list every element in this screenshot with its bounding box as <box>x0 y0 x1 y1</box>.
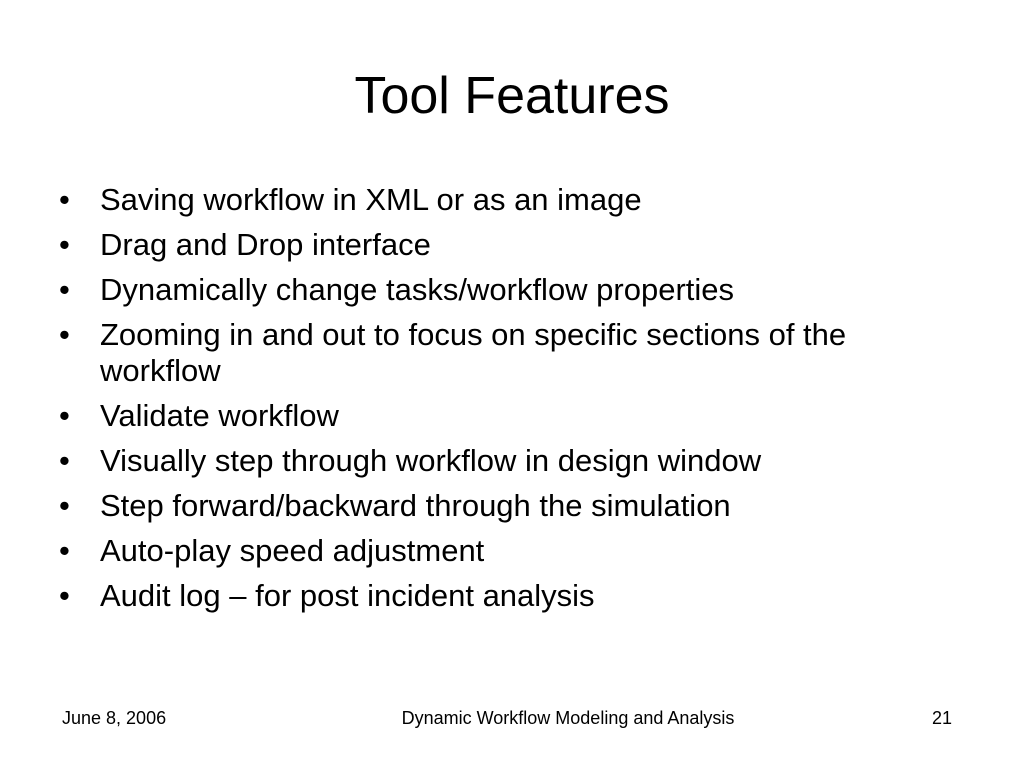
bullet-marker-icon: • <box>59 272 70 307</box>
bullet-text: Visually step through workflow in design window <box>100 443 762 478</box>
bullet-item <box>56 443 956 479</box>
bullet-text: Auto-play speed adjustment <box>100 533 485 568</box>
bullet-marker-icon: • <box>59 317 70 352</box>
footer-date: June 8, 2006 <box>62 708 167 728</box>
bullet-item <box>56 578 956 614</box>
bullet-item <box>56 317 956 389</box>
bullet-text: Audit log – for post incident analysis <box>100 578 595 613</box>
bullet-marker-icon: • <box>59 182 70 217</box>
bullet-text: Validate workflow <box>100 398 339 433</box>
bullet-text: Step forward/backward through the simulation <box>100 488 731 523</box>
bullet-item <box>56 533 956 569</box>
bullet-marker-icon: • <box>59 398 70 433</box>
bullet-text: Saving workflow in XML or as an image <box>100 182 642 217</box>
bullet-item <box>56 227 956 263</box>
bullet-text: Drag and Drop interface <box>100 227 431 262</box>
page-number: 21 <box>931 708 952 728</box>
bullet-marker-icon: • <box>59 533 70 568</box>
bullet-marker-icon: • <box>59 443 70 478</box>
bullet-marker-icon: • <box>59 227 70 262</box>
bullet-text: Dynamically change tasks/workflow properties <box>100 272 735 307</box>
bullet-list <box>56 182 956 623</box>
slide-title: Tool Features <box>354 67 670 125</box>
bullet-text: Zooming in and out to focus on specific sections of the workflow <box>100 317 847 388</box>
bullet-marker-icon: • <box>59 578 70 613</box>
bullet-marker-icon: • <box>59 488 70 523</box>
bullet-item <box>56 488 956 524</box>
footer-title: Dynamic Workflow Modeling and Analysis <box>401 708 735 728</box>
bullet-item <box>56 272 956 308</box>
bullet-item <box>56 182 956 218</box>
bullet-item <box>56 398 956 434</box>
